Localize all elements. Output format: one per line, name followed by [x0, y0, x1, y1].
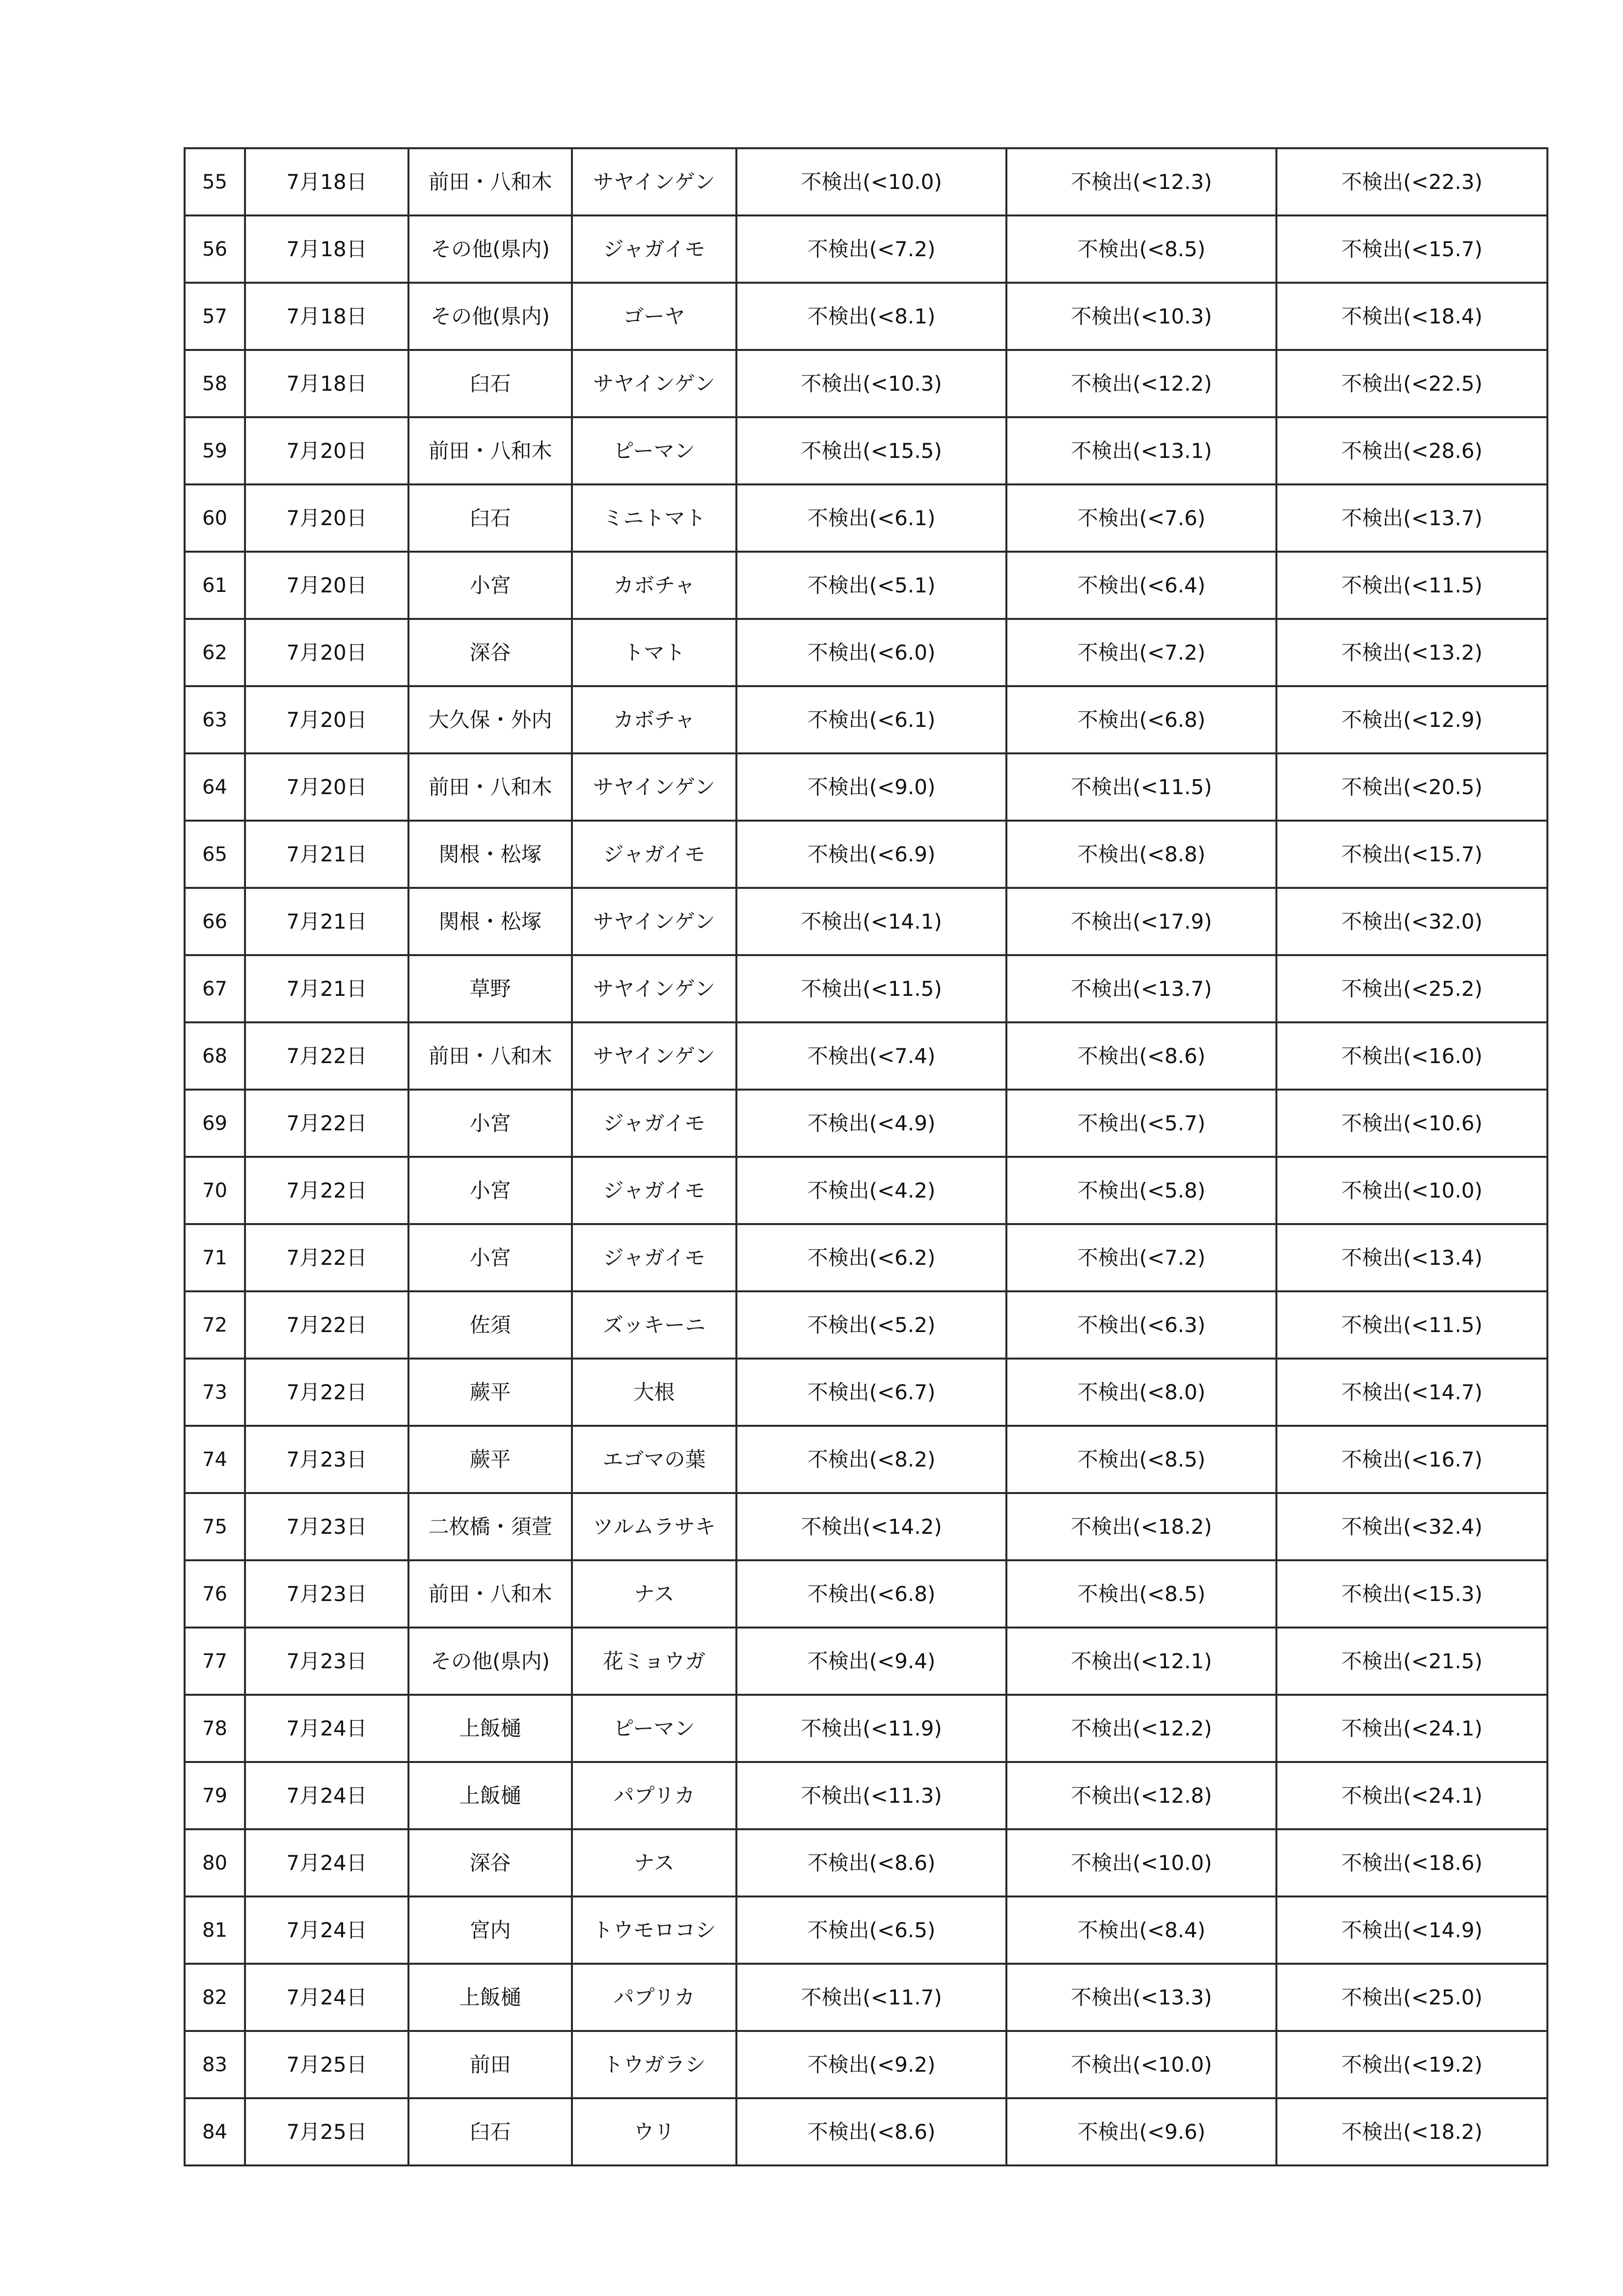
product-name-cell: トマト	[572, 619, 736, 686]
result-1-cell: 不検出(<6.0)	[736, 619, 1006, 686]
sample-number-cell: 55	[185, 148, 245, 215]
area-cell: 関根・松塚	[408, 821, 572, 888]
table-row	[185, 1964, 1547, 2031]
sample-number-cell: 73	[185, 1359, 245, 1426]
table-row	[185, 1628, 1547, 1695]
product-name-cell: サヤインゲン	[572, 148, 736, 215]
result-1-cell: 不検出(<7.2)	[736, 215, 1006, 283]
table-row	[185, 484, 1547, 552]
product-name-cell: ジャガイモ	[572, 215, 736, 283]
sample-number-cell: 78	[185, 1695, 245, 1762]
table-row	[185, 215, 1547, 283]
result-2-cell: 不検出(<8.4)	[1006, 1896, 1276, 1964]
sampling-date-cell: 7月22日	[245, 1359, 408, 1426]
result-3-cell: 不検出(<14.7)	[1276, 1359, 1547, 1426]
result-2-cell: 不検出(<5.8)	[1006, 1157, 1276, 1224]
table-row	[185, 2031, 1547, 2098]
result-2-cell: 不検出(<12.8)	[1006, 1762, 1276, 1829]
product-name-cell: カボチャ	[572, 552, 736, 619]
product-name-cell: ジャガイモ	[572, 1224, 736, 1291]
sampling-date-cell: 7月20日	[245, 686, 408, 753]
product-name-cell: サヤインゲン	[572, 888, 736, 955]
area-cell: 前田・八和木	[408, 1560, 572, 1628]
result-3-cell: 不検出(<21.5)	[1276, 1628, 1547, 1695]
sampling-date-cell: 7月23日	[245, 1628, 408, 1695]
sample-number-cell: 63	[185, 686, 245, 753]
result-3-cell: 不検出(<15.3)	[1276, 1560, 1547, 1628]
sample-number-cell: 66	[185, 888, 245, 955]
area-cell: 小宮	[408, 1157, 572, 1224]
sample-number-cell: 81	[185, 1896, 245, 1964]
sampling-date-cell: 7月22日	[245, 1022, 408, 1090]
result-2-cell: 不検出(<8.6)	[1006, 1022, 1276, 1090]
table-row	[185, 1493, 1547, 1560]
result-3-cell: 不検出(<14.9)	[1276, 1896, 1547, 1964]
area-cell: 蕨平	[408, 1359, 572, 1426]
product-name-cell: ピーマン	[572, 417, 736, 484]
sample-number-cell: 80	[185, 1829, 245, 1896]
area-cell: 小宮	[408, 1090, 572, 1157]
result-2-cell: 不検出(<5.7)	[1006, 1090, 1276, 1157]
result-2-cell: 不検出(<13.7)	[1006, 955, 1276, 1022]
result-2-cell: 不検出(<12.2)	[1006, 350, 1276, 417]
result-3-cell: 不検出(<10.0)	[1276, 1157, 1547, 1224]
sample-number-cell: 67	[185, 955, 245, 1022]
result-2-cell: 不検出(<12.3)	[1006, 148, 1276, 215]
product-name-cell: パプリカ	[572, 1762, 736, 1829]
product-name-cell: ナス	[572, 1560, 736, 1628]
product-name-cell: サヤインゲン	[572, 753, 736, 821]
result-2-cell: 不検出(<7.2)	[1006, 619, 1276, 686]
sample-number-cell: 61	[185, 552, 245, 619]
sample-number-cell: 59	[185, 417, 245, 484]
result-1-cell: 不検出(<4.9)	[736, 1090, 1006, 1157]
product-name-cell: サヤインゲン	[572, 1022, 736, 1090]
result-1-cell: 不検出(<8.1)	[736, 283, 1006, 350]
table-row	[185, 1896, 1547, 1964]
result-1-cell: 不検出(<14.1)	[736, 888, 1006, 955]
area-cell: 宮内	[408, 1896, 572, 1964]
result-2-cell: 不検出(<6.4)	[1006, 552, 1276, 619]
sample-number-cell: 82	[185, 1964, 245, 2031]
sampling-date-cell: 7月22日	[245, 1090, 408, 1157]
result-2-cell: 不検出(<8.5)	[1006, 215, 1276, 283]
result-3-cell: 不検出(<13.2)	[1276, 619, 1547, 686]
result-1-cell: 不検出(<7.4)	[736, 1022, 1006, 1090]
area-cell: 佐須	[408, 1291, 572, 1359]
result-2-cell: 不検出(<6.8)	[1006, 686, 1276, 753]
result-3-cell: 不検出(<13.4)	[1276, 1224, 1547, 1291]
product-name-cell: パプリカ	[572, 1964, 736, 2031]
result-3-cell: 不検出(<28.6)	[1276, 417, 1547, 484]
table-row	[185, 283, 1547, 350]
area-cell: 上飯樋	[408, 1762, 572, 1829]
sampling-date-cell: 7月24日	[245, 1964, 408, 2031]
result-2-cell: 不検出(<9.6)	[1006, 2098, 1276, 2165]
result-1-cell: 不検出(<6.9)	[736, 821, 1006, 888]
product-name-cell: サヤインゲン	[572, 350, 736, 417]
sampling-date-cell: 7月22日	[245, 1157, 408, 1224]
sample-number-cell: 62	[185, 619, 245, 686]
sample-number-cell: 58	[185, 350, 245, 417]
sampling-date-cell: 7月24日	[245, 1762, 408, 1829]
area-cell: その他(県内)	[408, 1628, 572, 1695]
result-3-cell: 不検出(<15.7)	[1276, 215, 1547, 283]
result-1-cell: 不検出(<11.3)	[736, 1762, 1006, 1829]
result-1-cell: 不検出(<6.8)	[736, 1560, 1006, 1628]
product-name-cell: 大根	[572, 1359, 736, 1426]
product-name-cell: サヤインゲン	[572, 955, 736, 1022]
result-1-cell: 不検出(<8.6)	[736, 2098, 1006, 2165]
sample-number-cell: 83	[185, 2031, 245, 2098]
sampling-date-cell: 7月18日	[245, 350, 408, 417]
result-2-cell: 不検出(<10.3)	[1006, 283, 1276, 350]
sampling-date-cell: 7月20日	[245, 753, 408, 821]
result-3-cell: 不検出(<20.5)	[1276, 753, 1547, 821]
result-2-cell: 不検出(<8.8)	[1006, 821, 1276, 888]
table-row	[185, 350, 1547, 417]
result-3-cell: 不検出(<25.0)	[1276, 1964, 1547, 2031]
result-3-cell: 不検出(<24.1)	[1276, 1762, 1547, 1829]
product-name-cell: ウリ	[572, 2098, 736, 2165]
result-3-cell: 不検出(<18.6)	[1276, 1829, 1547, 1896]
result-1-cell: 不検出(<6.2)	[736, 1224, 1006, 1291]
table-row	[185, 1291, 1547, 1359]
result-3-cell: 不検出(<18.4)	[1276, 283, 1547, 350]
result-3-cell: 不検出(<24.1)	[1276, 1695, 1547, 1762]
table-row	[185, 1224, 1547, 1291]
table-row	[185, 955, 1547, 1022]
table-row	[185, 1157, 1547, 1224]
table-row	[185, 1762, 1547, 1829]
area-cell: 前田	[408, 2031, 572, 2098]
product-name-cell: トウガラシ	[572, 2031, 736, 2098]
sample-number-cell: 56	[185, 215, 245, 283]
result-2-cell: 不検出(<6.3)	[1006, 1291, 1276, 1359]
result-2-cell: 不検出(<8.0)	[1006, 1359, 1276, 1426]
sample-number-cell: 65	[185, 821, 245, 888]
product-name-cell: ズッキーニ	[572, 1291, 736, 1359]
table-row	[185, 1560, 1547, 1628]
table-row	[185, 619, 1547, 686]
area-cell: 前田・八和木	[408, 753, 572, 821]
product-name-cell: トウモロコシ	[572, 1896, 736, 1964]
result-2-cell: 不検出(<11.5)	[1006, 753, 1276, 821]
result-1-cell: 不検出(<9.0)	[736, 753, 1006, 821]
sampling-date-cell: 7月23日	[245, 1560, 408, 1628]
table-row	[185, 753, 1547, 821]
sampling-date-cell: 7月22日	[245, 1224, 408, 1291]
area-cell: 二枚橋・須萱	[408, 1493, 572, 1560]
sampling-date-cell: 7月20日	[245, 417, 408, 484]
sampling-date-cell: 7月24日	[245, 1896, 408, 1964]
product-name-cell: ツルムラサキ	[572, 1493, 736, 1560]
product-name-cell: ジャガイモ	[572, 1090, 736, 1157]
result-3-cell: 不検出(<12.9)	[1276, 686, 1547, 753]
table-row	[185, 1090, 1547, 1157]
area-cell: 上飯樋	[408, 1964, 572, 2031]
result-1-cell: 不検出(<4.2)	[736, 1157, 1006, 1224]
area-cell: 蕨平	[408, 1426, 572, 1493]
product-name-cell: カボチャ	[572, 686, 736, 753]
product-name-cell: ゴーヤ	[572, 283, 736, 350]
result-1-cell: 不検出(<10.3)	[736, 350, 1006, 417]
table-row	[185, 686, 1547, 753]
area-cell: 臼石	[408, 350, 572, 417]
result-2-cell: 不検出(<10.0)	[1006, 1829, 1276, 1896]
result-3-cell: 不検出(<13.7)	[1276, 484, 1547, 552]
result-3-cell: 不検出(<11.5)	[1276, 1291, 1547, 1359]
sample-number-cell: 84	[185, 2098, 245, 2165]
sample-number-cell: 70	[185, 1157, 245, 1224]
table-row	[185, 417, 1547, 484]
result-2-cell: 不検出(<8.5)	[1006, 1426, 1276, 1493]
sample-number-cell: 71	[185, 1224, 245, 1291]
table-row	[185, 821, 1547, 888]
sample-number-cell: 77	[185, 1628, 245, 1695]
result-3-cell: 不検出(<16.0)	[1276, 1022, 1547, 1090]
sampling-date-cell: 7月18日	[245, 148, 408, 215]
result-2-cell: 不検出(<8.5)	[1006, 1560, 1276, 1628]
result-3-cell: 不検出(<19.2)	[1276, 2031, 1547, 2098]
sample-number-cell: 79	[185, 1762, 245, 1829]
area-cell: 深谷	[408, 1829, 572, 1896]
result-1-cell: 不検出(<6.7)	[736, 1359, 1006, 1426]
sample-number-cell: 75	[185, 1493, 245, 1560]
result-2-cell: 不検出(<10.0)	[1006, 2031, 1276, 2098]
result-1-cell: 不検出(<9.4)	[736, 1628, 1006, 1695]
sampling-date-cell: 7月23日	[245, 1426, 408, 1493]
result-2-cell: 不検出(<17.9)	[1006, 888, 1276, 955]
area-cell: 大久保・外内	[408, 686, 572, 753]
product-name-cell: 花ミョウガ	[572, 1628, 736, 1695]
results-table-body	[185, 148, 1547, 2165]
result-1-cell: 不検出(<8.2)	[736, 1426, 1006, 1493]
area-cell: 小宮	[408, 1224, 572, 1291]
area-cell: 上飯樋	[408, 1695, 572, 1762]
result-3-cell: 不検出(<10.6)	[1276, 1090, 1547, 1157]
result-3-cell: 不検出(<18.2)	[1276, 2098, 1547, 2165]
product-name-cell: エゴマの葉	[572, 1426, 736, 1493]
area-cell: 前田・八和木	[408, 417, 572, 484]
table-row	[185, 148, 1547, 215]
result-1-cell: 不検出(<15.5)	[736, 417, 1006, 484]
result-1-cell: 不検出(<5.2)	[736, 1291, 1006, 1359]
product-name-cell: ナス	[572, 1829, 736, 1896]
sample-number-cell: 60	[185, 484, 245, 552]
sampling-date-cell: 7月22日	[245, 1291, 408, 1359]
sampling-date-cell: 7月20日	[245, 552, 408, 619]
sampling-date-cell: 7月24日	[245, 1829, 408, 1896]
result-2-cell: 不検出(<18.2)	[1006, 1493, 1276, 1560]
results-table	[184, 147, 1548, 2166]
area-cell: 草野	[408, 955, 572, 1022]
sample-number-cell: 72	[185, 1291, 245, 1359]
product-name-cell: ミニトマト	[572, 484, 736, 552]
sampling-date-cell: 7月21日	[245, 888, 408, 955]
sample-number-cell: 64	[185, 753, 245, 821]
area-cell: 前田・八和木	[408, 148, 572, 215]
result-1-cell: 不検出(<5.1)	[736, 552, 1006, 619]
result-1-cell: 不検出(<11.5)	[736, 955, 1006, 1022]
sampling-date-cell: 7月25日	[245, 2098, 408, 2165]
sample-number-cell: 69	[185, 1090, 245, 1157]
result-3-cell: 不検出(<11.5)	[1276, 552, 1547, 619]
result-1-cell: 不検出(<14.2)	[736, 1493, 1006, 1560]
result-1-cell: 不検出(<8.6)	[736, 1829, 1006, 1896]
result-2-cell: 不検出(<13.3)	[1006, 1964, 1276, 2031]
area-cell: 臼石	[408, 2098, 572, 2165]
result-3-cell: 不検出(<25.2)	[1276, 955, 1547, 1022]
area-cell: その他(県内)	[408, 215, 572, 283]
table-row	[185, 1359, 1547, 1426]
sample-number-cell: 74	[185, 1426, 245, 1493]
sampling-date-cell: 7月25日	[245, 2031, 408, 2098]
table-row	[185, 552, 1547, 619]
sampling-date-cell: 7月18日	[245, 283, 408, 350]
result-3-cell: 不検出(<16.7)	[1276, 1426, 1547, 1493]
result-1-cell: 不検出(<6.5)	[736, 1896, 1006, 1964]
result-1-cell: 不検出(<11.9)	[736, 1695, 1006, 1762]
result-3-cell: 不検出(<22.5)	[1276, 350, 1547, 417]
table-row	[185, 1426, 1547, 1493]
area-cell: 関根・松塚	[408, 888, 572, 955]
sample-number-cell: 57	[185, 283, 245, 350]
result-3-cell: 不検出(<15.7)	[1276, 821, 1547, 888]
sampling-date-cell: 7月21日	[245, 955, 408, 1022]
sampling-date-cell: 7月18日	[245, 215, 408, 283]
product-name-cell: ジャガイモ	[572, 1157, 736, 1224]
sample-number-cell: 68	[185, 1022, 245, 1090]
result-2-cell: 不検出(<7.6)	[1006, 484, 1276, 552]
product-name-cell: ピーマン	[572, 1695, 736, 1762]
result-1-cell: 不検出(<6.1)	[736, 484, 1006, 552]
sampling-date-cell: 7月24日	[245, 1695, 408, 1762]
result-1-cell: 不検出(<10.0)	[736, 148, 1006, 215]
sampling-date-cell: 7月23日	[245, 1493, 408, 1560]
result-2-cell: 不検出(<13.1)	[1006, 417, 1276, 484]
area-cell: 前田・八和木	[408, 1022, 572, 1090]
area-cell: その他(県内)	[408, 283, 572, 350]
area-cell: 深谷	[408, 619, 572, 686]
result-1-cell: 不検出(<11.7)	[736, 1964, 1006, 2031]
sampling-date-cell: 7月20日	[245, 619, 408, 686]
result-2-cell: 不検出(<12.1)	[1006, 1628, 1276, 1695]
table-row	[185, 1695, 1547, 1762]
table-row	[185, 888, 1547, 955]
area-cell: 臼石	[408, 484, 572, 552]
table-row	[185, 1022, 1547, 1090]
area-cell: 小宮	[408, 552, 572, 619]
sample-number-cell: 76	[185, 1560, 245, 1628]
result-3-cell: 不検出(<22.3)	[1276, 148, 1547, 215]
result-1-cell: 不検出(<6.1)	[736, 686, 1006, 753]
table-row	[185, 1829, 1547, 1896]
table-row	[185, 2098, 1547, 2165]
result-1-cell: 不検出(<9.2)	[736, 2031, 1006, 2098]
result-2-cell: 不検出(<12.2)	[1006, 1695, 1276, 1762]
sampling-date-cell: 7月21日	[245, 821, 408, 888]
result-2-cell: 不検出(<7.2)	[1006, 1224, 1276, 1291]
product-name-cell: ジャガイモ	[572, 821, 736, 888]
sampling-date-cell: 7月20日	[245, 484, 408, 552]
result-3-cell: 不検出(<32.4)	[1276, 1493, 1547, 1560]
result-3-cell: 不検出(<32.0)	[1276, 888, 1547, 955]
